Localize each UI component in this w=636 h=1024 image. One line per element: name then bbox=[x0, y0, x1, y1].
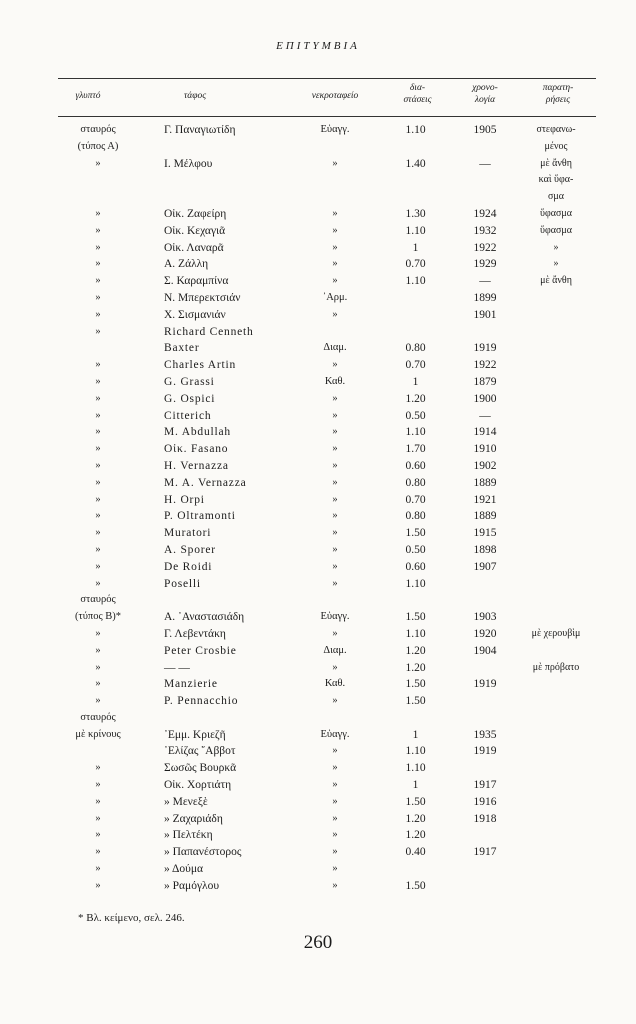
cell-diastaseis: 1.20 bbox=[405, 812, 426, 825]
cell-chronologia: 1907 bbox=[473, 560, 497, 573]
cell-nekrotafeio: » bbox=[332, 476, 338, 488]
table-row bbox=[0, 475, 636, 492]
cell-glypto: » bbox=[95, 762, 101, 774]
cell-chronologia: 1922 bbox=[473, 359, 497, 372]
header-diastaseis-line1: δια- bbox=[409, 83, 426, 93]
cell-tafos: Ι. Μέλφου bbox=[164, 157, 213, 170]
cell-tafos: Γ. Λεβεντάκη bbox=[164, 627, 226, 640]
cell-chronologia: 1901 bbox=[473, 308, 497, 321]
header-paratiriseis-line2: ρήσεις bbox=[545, 95, 571, 105]
cell-chronologia: — bbox=[479, 409, 491, 422]
cell-tafos: P. Oltramonti bbox=[164, 510, 236, 523]
cell-nekrotafeio: » bbox=[332, 359, 338, 371]
cell-glypto: » bbox=[95, 577, 101, 589]
cell-chronologia: 1889 bbox=[473, 510, 497, 523]
cell-paratiriseis: ὕφασμα bbox=[540, 207, 572, 219]
cell-nekrotafeio: » bbox=[332, 577, 338, 589]
cell-glypto: » bbox=[95, 207, 101, 219]
cell-diastaseis: 1.10 bbox=[405, 745, 426, 758]
cell-chronologia: 1919 bbox=[473, 342, 497, 355]
cell-tafos: » Πελτέκη bbox=[164, 829, 213, 842]
cell-tafos: Ν. Μπερεκτσιάν bbox=[164, 291, 241, 304]
cell-glypto: » bbox=[95, 678, 101, 690]
table-row bbox=[0, 172, 636, 189]
cell-paratiriseis: ὕφασμα bbox=[540, 224, 572, 236]
cell-diastaseis: 1.10 bbox=[405, 426, 426, 439]
cell-nekrotafeio: » bbox=[332, 510, 338, 522]
cell-glypto: σταυρός bbox=[80, 711, 116, 723]
cell-diastaseis: 1.20 bbox=[405, 661, 426, 674]
cell-glypto: » bbox=[95, 224, 101, 236]
cell-nekrotafeio: » bbox=[332, 779, 338, 791]
table-row bbox=[0, 189, 636, 206]
cell-tafos: M. Abdullah bbox=[164, 426, 231, 439]
cell-diastaseis: 0.80 bbox=[405, 510, 426, 523]
table-row bbox=[0, 290, 636, 307]
cell-diastaseis: 1.20 bbox=[405, 644, 426, 657]
cell-nekrotafeio: Διαμ. bbox=[323, 342, 347, 354]
cell-tafos: Baxter bbox=[164, 342, 200, 355]
cell-diastaseis: 1.50 bbox=[405, 879, 426, 892]
table-row bbox=[0, 827, 636, 844]
cell-tafos: ᾿Εμμ. Κριεζῆ bbox=[164, 728, 226, 741]
cell-glypto: » bbox=[95, 560, 101, 572]
cell-nekrotafeio: » bbox=[332, 846, 338, 858]
cell-chronologia: 1915 bbox=[473, 527, 497, 540]
cell-tafos: » Ραμόγλου bbox=[164, 879, 220, 892]
cell-chronologia: — bbox=[479, 157, 491, 170]
cell-glypto: » bbox=[95, 308, 101, 320]
table-row bbox=[0, 676, 636, 693]
cell-glypto: » bbox=[95, 291, 101, 303]
cell-nekrotafeio: » bbox=[332, 543, 338, 555]
header-tafos: τάφος bbox=[183, 91, 207, 101]
table-row bbox=[0, 273, 636, 290]
header-chronologia bbox=[460, 82, 510, 106]
header-paratiriseis bbox=[520, 82, 596, 106]
cell-nekrotafeio: Καθ. bbox=[324, 375, 346, 387]
cell-diastaseis: 1.50 bbox=[405, 611, 426, 624]
cell-nekrotafeio: » bbox=[332, 745, 338, 757]
cell-glypto: » bbox=[95, 426, 101, 438]
table-top-rule bbox=[58, 78, 596, 79]
table-row bbox=[0, 660, 636, 677]
cell-glypto: » bbox=[95, 258, 101, 270]
cell-glypto: » bbox=[95, 392, 101, 404]
cell-nekrotafeio: » bbox=[332, 812, 338, 824]
cell-chronologia: 1921 bbox=[473, 493, 497, 506]
cell-tafos: Citterich bbox=[164, 409, 212, 422]
cell-diastaseis: 0.50 bbox=[405, 543, 426, 556]
cell-glypto: » bbox=[95, 779, 101, 791]
cell-diastaseis: 1.10 bbox=[405, 224, 426, 237]
cell-nekrotafeio: » bbox=[332, 762, 338, 774]
cell-nekrotafeio: » bbox=[332, 207, 338, 219]
cell-nekrotafeio: Εὐαγγ. bbox=[320, 611, 350, 623]
cell-diastaseis: 0.60 bbox=[405, 459, 426, 472]
cell-glypto: » bbox=[95, 443, 101, 455]
cell-paratiriseis: » bbox=[553, 258, 559, 270]
cell-glypto: » bbox=[95, 375, 101, 387]
cell-diastaseis: 1.10 bbox=[405, 762, 426, 775]
table-row bbox=[0, 710, 636, 727]
cell-tafos: Muratori bbox=[164, 527, 212, 540]
cell-nekrotafeio: » bbox=[332, 829, 338, 841]
cell-diastaseis: 1.20 bbox=[405, 829, 426, 842]
cell-glypto: » bbox=[95, 695, 101, 707]
table-row bbox=[0, 441, 636, 458]
table-header-rule bbox=[58, 116, 596, 117]
cell-chronologia: 1900 bbox=[473, 392, 497, 405]
cell-glypto: » bbox=[95, 644, 101, 656]
cell-nekrotafeio: » bbox=[332, 409, 338, 421]
cell-nekrotafeio: » bbox=[332, 661, 338, 673]
table-row bbox=[0, 374, 636, 391]
table-body bbox=[0, 122, 636, 895]
cell-nekrotafeio: » bbox=[332, 308, 338, 320]
cell-diastaseis: 0.60 bbox=[405, 560, 426, 573]
cell-diastaseis: 1.10 bbox=[405, 627, 426, 640]
cell-diastaseis: 0.50 bbox=[405, 409, 426, 422]
table-row bbox=[0, 357, 636, 374]
cell-chronologia: 1898 bbox=[473, 543, 497, 556]
cell-chronologia: 1919 bbox=[473, 678, 497, 691]
cell-tafos: M. A. Vernazza bbox=[164, 476, 247, 489]
cell-tafos: Οἰκ. Ζαφείρη bbox=[164, 207, 227, 220]
table-row bbox=[0, 525, 636, 542]
cell-nekrotafeio: » bbox=[332, 863, 338, 875]
cell-chronologia: 1879 bbox=[473, 375, 497, 388]
cell-glypto: » bbox=[95, 359, 101, 371]
cell-chronologia: 1905 bbox=[473, 124, 497, 136]
table-row bbox=[0, 139, 636, 156]
table-row bbox=[0, 458, 636, 475]
cell-glypto: » bbox=[95, 459, 101, 471]
page-title: ΕΠΙΤΥΜΒΙΑ bbox=[276, 40, 360, 52]
cell-tafos: Οἰκ. Κεχαγιᾶ bbox=[164, 224, 226, 237]
table-row bbox=[0, 307, 636, 324]
cell-diastaseis: 1.50 bbox=[405, 795, 426, 808]
cell-glypto: » bbox=[95, 476, 101, 488]
header-diastaseis-line2: στάσεις bbox=[403, 95, 432, 105]
cell-diastaseis: 0.70 bbox=[405, 258, 426, 271]
cell-nekrotafeio: » bbox=[332, 258, 338, 270]
footnote: * Βλ. κείμενο, σελ. 246. bbox=[78, 912, 185, 924]
cell-chronologia: 1918 bbox=[473, 812, 497, 825]
table-row bbox=[0, 693, 636, 710]
cell-chronologia: 1929 bbox=[473, 258, 497, 271]
page-number: 260 bbox=[303, 932, 333, 953]
cell-glypto: » bbox=[95, 527, 101, 539]
cell-nekrotafeio: Καθ. bbox=[324, 678, 346, 690]
cell-nekrotafeio: » bbox=[332, 443, 338, 455]
cell-chronologia: 1903 bbox=[473, 611, 497, 624]
table-row bbox=[0, 743, 636, 760]
cell-tafos: Σωσῶς Βουρκᾶ bbox=[164, 762, 237, 775]
cell-chronologia: — bbox=[479, 275, 491, 288]
cell-nekrotafeio: » bbox=[332, 224, 338, 236]
cell-tafos: Charles Artin bbox=[164, 359, 237, 372]
cell-glypto: μὲ κρίνους bbox=[75, 728, 121, 740]
cell-nekrotafeio: » bbox=[332, 879, 338, 891]
table-row bbox=[0, 542, 636, 559]
cell-glypto: » bbox=[95, 543, 101, 555]
cell-tafos: Χ. Σισμανιάν bbox=[164, 308, 226, 321]
table-row bbox=[0, 844, 636, 861]
cell-glypto: » bbox=[95, 661, 101, 673]
cell-paratiriseis: καὶ ὕφα- bbox=[538, 174, 574, 186]
cell-nekrotafeio: » bbox=[332, 275, 338, 287]
cell-paratiriseis: μὲ πρόβατο bbox=[532, 661, 580, 673]
cell-tafos: De Roidi bbox=[164, 560, 213, 573]
cell-nekrotafeio: » bbox=[332, 695, 338, 707]
header-chronologia-line1: χρονο- bbox=[472, 83, 498, 93]
cell-tafos: Α. Ζάλλη bbox=[164, 258, 209, 271]
cell-glypto: » bbox=[95, 157, 101, 169]
cell-chronologia: 1916 bbox=[473, 795, 497, 808]
cell-chronologia: 1917 bbox=[473, 779, 497, 792]
cell-paratiriseis: μὲ ἄνθη bbox=[540, 275, 572, 287]
table-header bbox=[0, 82, 636, 114]
table-row bbox=[0, 391, 636, 408]
cell-diastaseis: 1.40 bbox=[405, 157, 426, 170]
cell-tafos: Α. ᾿Αναστασιάδη bbox=[164, 611, 245, 624]
cell-nekrotafeio: » bbox=[332, 157, 338, 169]
cell-tafos: » Δούμα bbox=[164, 863, 204, 876]
cell-tafos: Richard Cenneth bbox=[164, 325, 254, 338]
cell-glypto: » bbox=[95, 829, 101, 841]
cell-nekrotafeio: ᾿Αρμ. bbox=[322, 291, 348, 303]
cell-diastaseis: 1 bbox=[412, 241, 419, 254]
table-row bbox=[0, 408, 636, 425]
header-chronologia-line2: λογία bbox=[474, 95, 496, 105]
cell-nekrotafeio: » bbox=[332, 795, 338, 807]
cell-tafos: Σ. Καραμπίνα bbox=[164, 275, 229, 288]
table-row bbox=[0, 609, 636, 626]
cell-glypto: » bbox=[95, 879, 101, 891]
table-row bbox=[0, 424, 636, 441]
header-nekrotafeio: νεκροταφείο bbox=[311, 91, 359, 101]
cell-glypto: » bbox=[95, 795, 101, 807]
cell-chronologia: 1924 bbox=[473, 207, 497, 220]
cell-glypto: σταυρός bbox=[80, 124, 116, 135]
header-diastaseis bbox=[390, 82, 445, 106]
cell-glypto: » bbox=[95, 409, 101, 421]
table-row bbox=[0, 592, 636, 609]
cell-tafos: Peter Crosbie bbox=[164, 644, 237, 657]
table-row bbox=[0, 240, 636, 257]
cell-diastaseis: 1 bbox=[412, 375, 419, 388]
cell-tafos: — — bbox=[164, 661, 190, 674]
cell-chronologia: 1935 bbox=[473, 728, 497, 741]
cell-diastaseis: 0.80 bbox=[405, 342, 426, 355]
cell-diastaseis: 1.50 bbox=[405, 695, 426, 708]
cell-glypto: » bbox=[95, 846, 101, 858]
cell-paratiriseis: μὲ ἄνθη bbox=[540, 157, 572, 169]
cell-glypto: » bbox=[95, 275, 101, 287]
cell-tafos: H. Orpi bbox=[164, 493, 205, 506]
cell-diastaseis: 1.50 bbox=[405, 678, 426, 691]
cell-tafos: G. Grassi bbox=[164, 375, 215, 388]
cell-paratiriseis: μὲ χερουβὶμ bbox=[531, 627, 581, 639]
cell-chronologia: 1920 bbox=[473, 627, 497, 640]
cell-tafos: Οἰκ. Λαναρᾶ bbox=[164, 241, 224, 254]
cell-nekrotafeio: Εὐαγγ. bbox=[320, 728, 350, 740]
cell-diastaseis: 1 bbox=[412, 728, 419, 741]
cell-tafos: ᾿Ελίζας ῞Αββοτ bbox=[164, 745, 236, 758]
cell-nekrotafeio: » bbox=[332, 493, 338, 505]
cell-diastaseis: 1.30 bbox=[405, 207, 426, 220]
cell-glypto: (τύπος Β)* bbox=[75, 611, 121, 623]
cell-glypto: » bbox=[95, 510, 101, 522]
cell-nekrotafeio: Διαμ. bbox=[323, 644, 347, 656]
header-paratiriseis-line1: παρατη- bbox=[542, 83, 574, 93]
cell-paratiriseis: στεφανω- bbox=[536, 124, 576, 135]
cell-chronologia: 1889 bbox=[473, 476, 497, 489]
table-row bbox=[0, 794, 636, 811]
cell-tafos: Poselli bbox=[164, 577, 201, 590]
cell-tafos: Manzierie bbox=[164, 678, 218, 691]
table-row bbox=[0, 811, 636, 828]
cell-diastaseis: 1.10 bbox=[405, 275, 426, 288]
cell-tafos: » Μενεξὲ bbox=[164, 795, 208, 808]
cell-tafos: H. Vernazza bbox=[164, 459, 229, 472]
table-row bbox=[0, 878, 636, 895]
cell-glypto: σταυρός bbox=[80, 594, 116, 606]
cell-paratiriseis: » bbox=[553, 241, 559, 253]
table-row bbox=[0, 559, 636, 576]
cell-nekrotafeio: » bbox=[332, 392, 338, 404]
cell-tafos: Οἰκ. Χορτιάτη bbox=[164, 779, 232, 792]
cell-chronologia: 1910 bbox=[473, 443, 497, 456]
cell-glypto: » bbox=[95, 812, 101, 824]
table-row bbox=[0, 340, 636, 357]
cell-diastaseis: 1.20 bbox=[405, 392, 426, 405]
table-row bbox=[0, 156, 636, 173]
cell-chronologia: 1922 bbox=[473, 241, 497, 254]
cell-diastaseis: 1.10 bbox=[405, 124, 426, 136]
cell-glypto: » bbox=[95, 241, 101, 253]
cell-chronologia: 1919 bbox=[473, 745, 497, 758]
cell-chronologia: 1904 bbox=[473, 644, 497, 657]
cell-tafos: » Ζαχαριάδη bbox=[164, 812, 223, 825]
cell-diastaseis: 0.70 bbox=[405, 359, 426, 372]
cell-chronologia: 1914 bbox=[473, 426, 497, 439]
cell-tafos: Γ. Παναγιωτίδη bbox=[164, 124, 236, 136]
cell-tafos: G. Ospici bbox=[164, 392, 216, 405]
cell-chronologia: 1902 bbox=[473, 459, 497, 472]
cell-nekrotafeio: Εὐαγγ. bbox=[320, 124, 350, 135]
table-row bbox=[0, 643, 636, 660]
cell-tafos: Οἰκ. Fasano bbox=[164, 443, 229, 456]
table-row bbox=[0, 760, 636, 777]
cell-paratiriseis: σμα bbox=[548, 191, 564, 203]
header-glypto: γλυπτό bbox=[75, 91, 101, 101]
cell-diastaseis: 1.70 bbox=[405, 443, 426, 456]
cell-diastaseis: 1.10 bbox=[405, 577, 426, 590]
cell-chronologia: 1917 bbox=[473, 846, 497, 859]
cell-diastaseis: 0.40 bbox=[405, 846, 426, 859]
cell-nekrotafeio: » bbox=[332, 527, 338, 539]
table-row bbox=[0, 206, 636, 223]
cell-glypto: » bbox=[95, 627, 101, 639]
cell-glypto: » bbox=[95, 325, 101, 337]
cell-nekrotafeio: » bbox=[332, 459, 338, 471]
table-row bbox=[0, 777, 636, 794]
cell-glypto: » bbox=[95, 493, 101, 505]
cell-glypto: (τύπος Α) bbox=[77, 140, 119, 152]
table-row bbox=[0, 256, 636, 273]
table-row bbox=[0, 508, 636, 525]
cell-tafos: » Παπανέστορος bbox=[164, 846, 242, 859]
cell-nekrotafeio: » bbox=[332, 627, 338, 639]
cell-tafos: P. Pennacchio bbox=[164, 695, 239, 708]
cell-chronologia: 1899 bbox=[473, 291, 497, 304]
table-row bbox=[0, 324, 636, 341]
cell-diastaseis: 1.50 bbox=[405, 527, 426, 540]
cell-nekrotafeio: » bbox=[332, 241, 338, 253]
table-row bbox=[0, 492, 636, 509]
table-row bbox=[0, 727, 636, 744]
table-row bbox=[0, 576, 636, 593]
table-row bbox=[0, 122, 636, 139]
cell-paratiriseis: μένος bbox=[544, 140, 568, 152]
cell-nekrotafeio: » bbox=[332, 560, 338, 572]
cell-tafos: A. Sporer bbox=[164, 543, 216, 556]
table-row bbox=[0, 626, 636, 643]
cell-diastaseis: 0.80 bbox=[405, 476, 426, 489]
cell-glypto: » bbox=[95, 863, 101, 875]
cell-chronologia: 1932 bbox=[473, 224, 497, 237]
table-row bbox=[0, 861, 636, 878]
cell-diastaseis: 1 bbox=[412, 779, 419, 792]
cell-diastaseis: 0.70 bbox=[405, 493, 426, 506]
table-row bbox=[0, 223, 636, 240]
cell-nekrotafeio: » bbox=[332, 426, 338, 438]
